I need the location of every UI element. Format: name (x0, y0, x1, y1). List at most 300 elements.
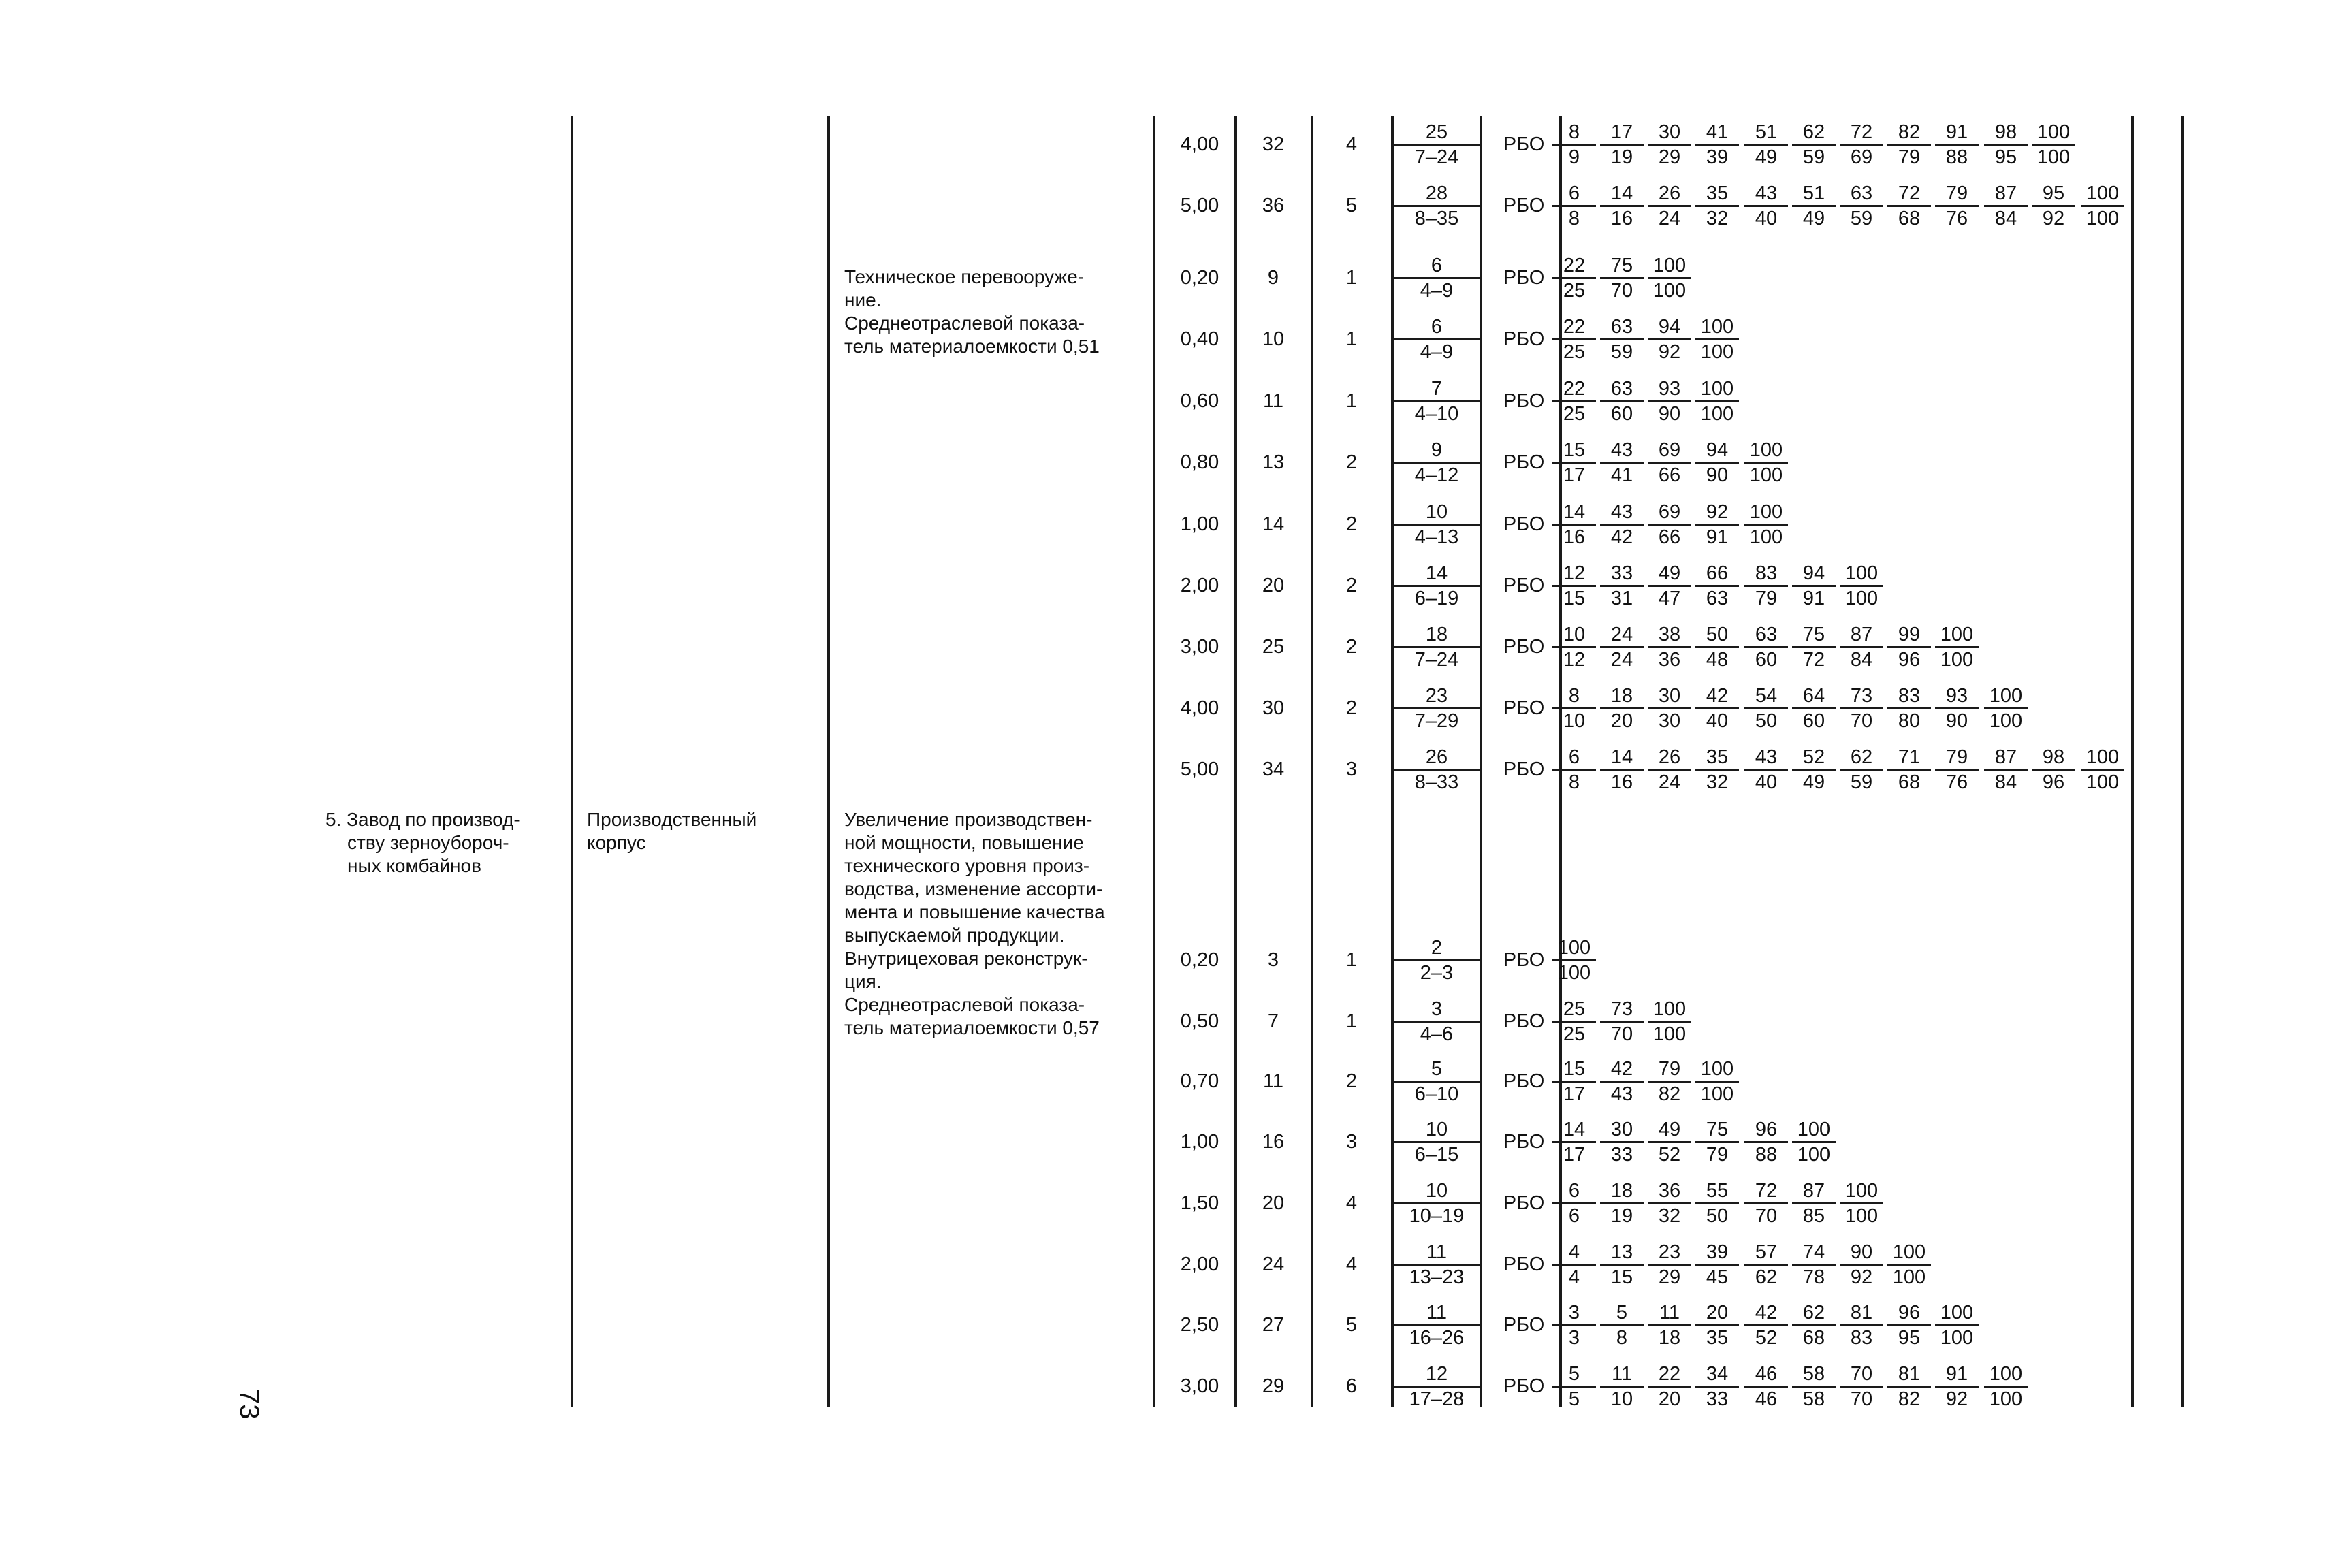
percent-fraction-denominator: 83 (1850, 1327, 1873, 1349)
percent-fraction-numerator: 55 (1695, 1179, 1739, 1204)
percent-fraction (1648, 254, 1691, 302)
cost-cell: 0,60 (1180, 390, 1219, 412)
type-cell: РБО (1503, 513, 1545, 535)
percent-fraction-numerator: 63 (1840, 182, 1883, 207)
percent-fraction-denominator: 70 (1755, 1205, 1778, 1227)
percent-fraction (1600, 121, 1644, 169)
percent-fraction (1840, 1362, 1883, 1411)
rule-col-1 (571, 116, 573, 1407)
percent-fraction-numerator: 79 (1935, 746, 1979, 771)
rule-col-5 (1311, 116, 1313, 1407)
period-fraction-numerator: 14 (1393, 562, 1480, 587)
percent-fraction-denominator: 100 (2086, 771, 2120, 793)
percent-fraction-denominator: 68 (1898, 771, 1921, 793)
percent-fraction-numerator: 6 (1552, 746, 1596, 771)
percent-fraction-numerator: 93 (1935, 684, 1979, 709)
percent-fraction (1935, 1362, 1979, 1411)
percent-fraction (1648, 1057, 1691, 1106)
cost-cell: 1,00 (1180, 513, 1219, 535)
type-cell: РБО (1503, 1375, 1545, 1397)
percent-fraction-denominator: 100 (1892, 1266, 1926, 1288)
percent-fraction-denominator: 19 (1610, 1205, 1633, 1227)
description-a (844, 266, 1144, 358)
percent-fraction (1600, 438, 1644, 487)
period-fraction-numerator: 25 (1393, 121, 1480, 146)
percent-fraction-denominator: 43 (1610, 1083, 1633, 1105)
period-fraction-denominator: 6–10 (1414, 1083, 1459, 1105)
count-cell: 4 (1345, 133, 1358, 155)
percent-fraction (1695, 1179, 1739, 1228)
duration-cell: 25 (1262, 636, 1285, 658)
percent-fraction-numerator: 100 (1744, 438, 1788, 464)
percent-fraction-denominator: 92 (1850, 1266, 1873, 1288)
percent-fraction-numerator: 79 (1935, 182, 1979, 207)
percent-fraction-denominator: 100 (2086, 208, 2120, 229)
percent-fraction (1840, 623, 1883, 671)
percent-fraction (2032, 121, 2075, 169)
description-line: ние. (844, 289, 882, 310)
percent-fraction-numerator: 14 (1552, 500, 1596, 526)
percent-fraction-numerator: 10 (1552, 623, 1596, 648)
period-fraction (1393, 377, 1480, 426)
percent-fraction (1695, 562, 1739, 610)
percent-fraction (1840, 562, 1883, 610)
percent-fraction-denominator: 50 (1755, 710, 1778, 732)
percent-fraction-denominator: 49 (1802, 208, 1825, 229)
percent-fraction-denominator: 31 (1610, 588, 1633, 609)
percent-fraction-denominator: 92 (1945, 1388, 1968, 1410)
percent-fraction (1840, 1179, 1883, 1228)
percent-fraction-numerator: 43 (1744, 746, 1788, 771)
percent-fraction-numerator: 52 (1792, 746, 1836, 771)
percent-fraction-denominator: 40 (1755, 208, 1778, 229)
period-fraction-denominator: 4–13 (1414, 526, 1459, 548)
percent-fraction-numerator: 36 (1648, 1179, 1691, 1204)
percent-fraction-numerator: 39 (1695, 1241, 1739, 1266)
percent-fraction-denominator: 91 (1706, 526, 1729, 548)
percent-fraction (1792, 1118, 1836, 1166)
percent-fraction-denominator: 16 (1563, 526, 1586, 548)
percent-fraction-numerator: 42 (1600, 1057, 1644, 1083)
percent-fraction-numerator: 8 (1552, 684, 1596, 709)
percent-fraction-numerator: 87 (1792, 1179, 1836, 1204)
percent-fraction-numerator: 100 (1695, 377, 1739, 402)
percent-fraction-numerator: 6 (1552, 1179, 1596, 1204)
percent-fraction-denominator: 79 (1898, 146, 1921, 168)
period-fraction (1393, 562, 1480, 610)
percent-fraction (1552, 377, 1596, 426)
percent-fraction-numerator: 43 (1600, 438, 1644, 464)
duration-cell: 11 (1262, 390, 1284, 412)
period-fraction-numerator: 28 (1393, 182, 1480, 207)
percent-fraction-numerator: 79 (1648, 1057, 1691, 1083)
percent-fraction-denominator: 100 (1940, 649, 1974, 671)
percent-fraction-denominator: 5 (1568, 1388, 1580, 1410)
percent-fraction (1792, 1179, 1836, 1228)
percent-fraction (1552, 684, 1596, 733)
description-line: тель материалоемкости 0,51 (844, 336, 1100, 357)
percent-fraction-numerator: 92 (1695, 500, 1739, 526)
cost-cell: 4,00 (1180, 133, 1219, 155)
percent-fraction-denominator: 4 (1568, 1266, 1580, 1288)
percent-fraction (1695, 182, 1739, 230)
period-fraction-denominator: 17–28 (1409, 1388, 1465, 1410)
percent-fraction-denominator: 85 (1802, 1205, 1825, 1227)
percent-fraction (1984, 1362, 2028, 1411)
percent-fraction-denominator: 63 (1706, 588, 1729, 609)
percent-fraction (1600, 377, 1644, 426)
percent-fraction (1935, 1301, 1979, 1349)
duration-cell: 32 (1262, 133, 1285, 155)
percent-fraction-numerator: 14 (1600, 182, 1644, 207)
count-cell: 2 (1345, 697, 1358, 719)
item-title-line: ных комбайнов (347, 855, 481, 876)
percent-fraction-numerator: 22 (1552, 315, 1596, 340)
percent-fraction-denominator: 82 (1898, 1388, 1921, 1410)
percent-fraction (1744, 1301, 1788, 1349)
percent-fraction-numerator: 73 (1840, 684, 1883, 709)
period-fraction (1393, 936, 1480, 985)
percent-fraction (1648, 746, 1691, 794)
percent-fraction-denominator: 18 (1658, 1327, 1681, 1349)
rule-col-9 (2131, 116, 2134, 1407)
percent-fraction-denominator: 84 (1850, 649, 1873, 671)
period-fraction-denominator: 6–15 (1414, 1144, 1459, 1166)
percent-fraction (1648, 1362, 1691, 1411)
percent-fraction (1695, 377, 1739, 426)
percent-fraction-numerator: 100 (1695, 315, 1739, 340)
cost-cell: 0,40 (1180, 328, 1219, 350)
description-line: технического уровня произ- (844, 855, 1090, 876)
percent-fraction (1840, 746, 1883, 794)
percent-fraction (1648, 684, 1691, 733)
percent-fraction-denominator: 6 (1568, 1205, 1580, 1227)
period-fraction-numerator: 18 (1393, 623, 1480, 648)
percent-fraction-denominator: 100 (1700, 1083, 1734, 1105)
percent-fraction-denominator: 10 (1563, 710, 1586, 732)
percent-fraction (1552, 1362, 1596, 1411)
percent-fraction (1600, 500, 1644, 549)
percent-fraction (1887, 121, 1931, 169)
percent-fraction-numerator: 6 (1552, 182, 1596, 207)
percent-fraction-denominator: 15 (1610, 1266, 1633, 1288)
percent-fraction-numerator: 11 (1648, 1301, 1691, 1326)
page-number: 73 (234, 1389, 264, 1420)
percent-fraction-numerator: 100 (1552, 936, 1596, 961)
percent-fraction-numerator: 63 (1600, 315, 1644, 340)
percent-fraction-numerator: 100 (1840, 562, 1883, 587)
period-fraction (1393, 500, 1480, 549)
count-cell: 1 (1345, 328, 1358, 350)
count-cell: 3 (1345, 1131, 1358, 1153)
period-fraction (1393, 254, 1480, 302)
period-fraction-numerator: 11 (1393, 1301, 1480, 1326)
percent-fraction-denominator: 84 (1994, 208, 2017, 229)
percent-fraction-numerator: 98 (1984, 121, 2028, 146)
period-fraction (1393, 1362, 1480, 1411)
percent-fraction (1600, 315, 1644, 364)
percent-fraction (1552, 1118, 1596, 1166)
period-fraction-numerator: 10 (1393, 1179, 1480, 1204)
description-line: выпускаемой продукции. (844, 925, 1065, 946)
percent-fraction (1840, 182, 1883, 230)
percent-fraction (1744, 1241, 1788, 1289)
percent-fraction-numerator: 64 (1792, 684, 1836, 709)
cost-cell: 3,00 (1180, 1375, 1219, 1397)
percent-fraction-denominator: 100 (1652, 1023, 1687, 1045)
percent-fraction-numerator: 100 (2081, 182, 2124, 207)
percent-fraction-denominator: 8 (1616, 1327, 1628, 1349)
percent-fraction (1552, 182, 1596, 230)
description-line: ной мощности, повышение (844, 832, 1084, 853)
percent-fraction (1887, 1241, 1931, 1289)
percent-fraction-numerator: 57 (1744, 1241, 1788, 1266)
percent-fraction-denominator: 59 (1802, 146, 1825, 168)
count-cell: 1 (1345, 267, 1358, 289)
percent-fraction-denominator: 9 (1568, 146, 1580, 168)
duration-cell: 30 (1262, 697, 1285, 719)
percent-fraction-numerator: 100 (1648, 254, 1691, 279)
percent-fraction-numerator: 14 (1552, 1118, 1596, 1143)
percent-fraction-denominator: 36 (1658, 649, 1681, 671)
percent-fraction-denominator: 58 (1802, 1388, 1825, 1410)
percent-fraction (1695, 121, 1739, 169)
percent-fraction-numerator: 22 (1552, 254, 1596, 279)
period-fraction (1393, 1241, 1480, 1289)
percent-fraction-denominator: 15 (1563, 588, 1586, 609)
percent-fraction-denominator: 100 (2036, 146, 2071, 168)
percent-fraction-denominator: 68 (1898, 208, 1921, 229)
percent-fraction-denominator: 59 (1610, 341, 1633, 363)
count-cell: 2 (1345, 513, 1358, 535)
period-fraction-denominator: 7–24 (1414, 649, 1459, 671)
percent-fraction-numerator: 8 (1552, 121, 1596, 146)
percent-fraction (1792, 121, 1836, 169)
percent-fraction (1648, 562, 1691, 610)
percent-fraction-numerator: 100 (1840, 1179, 1883, 1204)
description-line: Увеличение производствен- (844, 809, 1093, 830)
percent-fraction-denominator: 32 (1706, 771, 1729, 793)
percent-fraction-denominator: 33 (1706, 1388, 1729, 1410)
percent-fraction-denominator: 90 (1658, 403, 1681, 425)
percent-fraction-numerator: 91 (1935, 121, 1979, 146)
percent-fraction-denominator: 92 (2042, 208, 2065, 229)
percent-fraction (1552, 1179, 1596, 1228)
percent-fraction-denominator: 24 (1658, 208, 1681, 229)
percent-fraction-denominator: 50 (1706, 1205, 1729, 1227)
percent-fraction-denominator: 100 (1940, 1327, 1974, 1349)
percent-fraction (1600, 562, 1644, 610)
duration-cell: 11 (1262, 1070, 1284, 1092)
percent-fraction (1648, 1118, 1691, 1166)
percent-fraction (1935, 121, 1979, 169)
percent-fraction-denominator: 39 (1706, 146, 1729, 168)
percent-fraction-denominator: 32 (1658, 1205, 1681, 1227)
period-fraction (1393, 746, 1480, 794)
percent-fraction-denominator: 3 (1568, 1327, 1580, 1349)
cost-cell: 4,00 (1180, 697, 1219, 719)
period-fraction-numerator: 6 (1393, 315, 1480, 340)
percent-fraction (1648, 500, 1691, 549)
percent-fraction-numerator: 23 (1648, 1241, 1691, 1266)
percent-fraction (1840, 1301, 1883, 1349)
period-fraction (1393, 623, 1480, 671)
count-cell: 2 (1345, 575, 1358, 596)
percent-fraction (1552, 623, 1596, 671)
percent-fraction (1984, 182, 2028, 230)
percent-fraction-denominator: 60 (1755, 649, 1778, 671)
duration-cell: 9 (1267, 267, 1279, 289)
percent-fraction-numerator: 72 (1840, 121, 1883, 146)
percent-fraction-numerator: 38 (1648, 623, 1691, 648)
percent-fraction (1887, 746, 1931, 794)
count-cell: 5 (1345, 1314, 1358, 1336)
percent-fraction (1984, 121, 2028, 169)
type-cell: РБО (1503, 195, 1545, 217)
percent-fraction-denominator: 62 (1755, 1266, 1778, 1288)
type-cell: РБО (1503, 1070, 1545, 1092)
percent-fraction-numerator: 51 (1792, 182, 1836, 207)
percent-fraction-numerator: 95 (2032, 182, 2075, 207)
percent-fraction-denominator: 60 (1610, 403, 1633, 425)
percent-fraction-denominator: 100 (1989, 1388, 2023, 1410)
percent-fraction (1695, 746, 1739, 794)
period-fraction-denominator: 8–35 (1414, 208, 1459, 229)
period-fraction-denominator: 7–24 (1414, 146, 1459, 168)
percent-fraction-numerator: 50 (1695, 623, 1739, 648)
type-cell: РБО (1503, 697, 1545, 719)
percent-fraction-denominator: 20 (1658, 1388, 1681, 1410)
percent-fraction-numerator: 96 (1744, 1118, 1788, 1143)
percent-fraction (1744, 438, 1788, 487)
duration-cell: 13 (1262, 451, 1285, 473)
item-title (325, 808, 571, 878)
percent-fraction (1744, 746, 1788, 794)
cost-cell: 3,00 (1180, 636, 1219, 658)
period-fraction (1393, 1179, 1480, 1228)
percent-fraction-numerator: 98 (2032, 746, 2075, 771)
type-cell: РБО (1503, 1314, 1545, 1336)
percent-fraction-denominator: 72 (1802, 649, 1825, 671)
percent-fraction-numerator: 22 (1552, 377, 1596, 402)
percent-fraction-denominator: 49 (1802, 771, 1825, 793)
count-cell: 5 (1345, 195, 1358, 217)
percent-fraction (1744, 684, 1788, 733)
percent-fraction-numerator: 82 (1887, 121, 1931, 146)
percent-fraction-denominator: 25 (1563, 341, 1586, 363)
percent-fraction-denominator: 84 (1994, 771, 2017, 793)
count-cell: 2 (1345, 1070, 1358, 1092)
type-cell: РБО (1503, 1131, 1545, 1153)
count-cell: 4 (1345, 1192, 1358, 1214)
building-name (587, 808, 756, 854)
percent-fraction-denominator: 79 (1706, 1144, 1729, 1166)
period-fraction (1393, 121, 1480, 169)
percent-fraction-denominator: 46 (1755, 1388, 1778, 1410)
percent-fraction (1744, 1179, 1788, 1228)
percent-fraction (1935, 746, 1979, 794)
percent-fraction-denominator: 100 (1700, 341, 1734, 363)
type-cell: РБО (1503, 133, 1545, 155)
period-fraction-numerator: 5 (1393, 1057, 1480, 1083)
percent-fraction (1648, 623, 1691, 671)
cost-cell: 5,00 (1180, 758, 1219, 780)
percent-fraction-numerator: 87 (1984, 182, 2028, 207)
percent-fraction-numerator: 42 (1744, 1301, 1788, 1326)
percent-fraction-numerator: 46 (1744, 1362, 1788, 1388)
percent-fraction-denominator: 8 (1568, 771, 1580, 793)
percent-fraction (2032, 746, 2075, 794)
percent-fraction (1695, 1057, 1739, 1106)
percent-fraction (1600, 684, 1644, 733)
percent-fraction-denominator: 92 (1658, 341, 1681, 363)
percent-fraction-numerator: 100 (1984, 1362, 2028, 1388)
percent-fraction-denominator: 70 (1610, 1023, 1633, 1045)
percent-fraction-denominator: 100 (1844, 588, 1879, 609)
percent-fraction (1600, 997, 1644, 1046)
percent-fraction (1792, 623, 1836, 671)
percent-fraction-denominator: 100 (1700, 403, 1734, 425)
cost-cell: 2,00 (1180, 1253, 1219, 1275)
percent-fraction-numerator: 91 (1935, 1362, 1979, 1388)
type-cell: РБО (1503, 949, 1545, 971)
percent-fraction-numerator: 100 (2081, 746, 2124, 771)
percent-fraction (2081, 746, 2124, 794)
rule-col-10 (2181, 116, 2184, 1407)
percent-fraction (1792, 1301, 1836, 1349)
period-fraction-denominator: 4–9 (1420, 280, 1454, 302)
percent-fraction (1552, 746, 1596, 794)
percent-fraction-denominator: 17 (1563, 464, 1586, 486)
percent-fraction-numerator: 90 (1840, 1241, 1883, 1266)
percent-fraction-denominator: 40 (1755, 771, 1778, 793)
percent-fraction-numerator: 93 (1648, 377, 1691, 402)
percent-fraction-numerator: 96 (1887, 1301, 1931, 1326)
period-fraction-denominator: 4–12 (1414, 464, 1459, 486)
description-line: Внутрицеховая реконструк- (844, 948, 1088, 969)
percent-fraction (1648, 182, 1691, 230)
percent-fraction-denominator: 90 (1706, 464, 1729, 486)
duration-cell: 20 (1262, 575, 1285, 596)
percent-fraction-denominator: 41 (1610, 464, 1633, 486)
rule-col-3 (1153, 116, 1155, 1407)
duration-cell: 34 (1262, 758, 1285, 780)
percent-fraction-denominator: 47 (1658, 588, 1681, 609)
percent-fraction-denominator: 100 (1797, 1144, 1831, 1166)
description-line: Среднеотраслевой показа- (844, 994, 1085, 1015)
percent-fraction-denominator: 17 (1563, 1083, 1586, 1105)
percent-fraction (1600, 746, 1644, 794)
percent-fraction-denominator: 78 (1802, 1266, 1825, 1288)
percent-fraction-denominator: 68 (1802, 1327, 1825, 1349)
period-fraction-numerator: 9 (1393, 438, 1480, 464)
percent-fraction-numerator: 49 (1648, 562, 1691, 587)
percent-fraction (1887, 684, 1931, 733)
percent-fraction-numerator: 15 (1552, 1057, 1596, 1083)
percent-fraction-numerator: 12 (1552, 562, 1596, 587)
percent-fraction (1984, 746, 2028, 794)
percent-fraction-numerator: 15 (1552, 438, 1596, 464)
percent-fraction (1600, 1241, 1644, 1289)
percent-fraction-numerator: 75 (1792, 623, 1836, 648)
percent-fraction (1792, 1362, 1836, 1411)
count-cell: 2 (1345, 451, 1358, 473)
percent-fraction-denominator: 100 (1557, 962, 1591, 984)
percent-fraction-numerator: 83 (1887, 684, 1931, 709)
period-fraction-denominator: 13–23 (1409, 1266, 1465, 1288)
period-fraction-numerator: 11 (1393, 1241, 1480, 1266)
percent-fraction-numerator: 69 (1648, 438, 1691, 464)
